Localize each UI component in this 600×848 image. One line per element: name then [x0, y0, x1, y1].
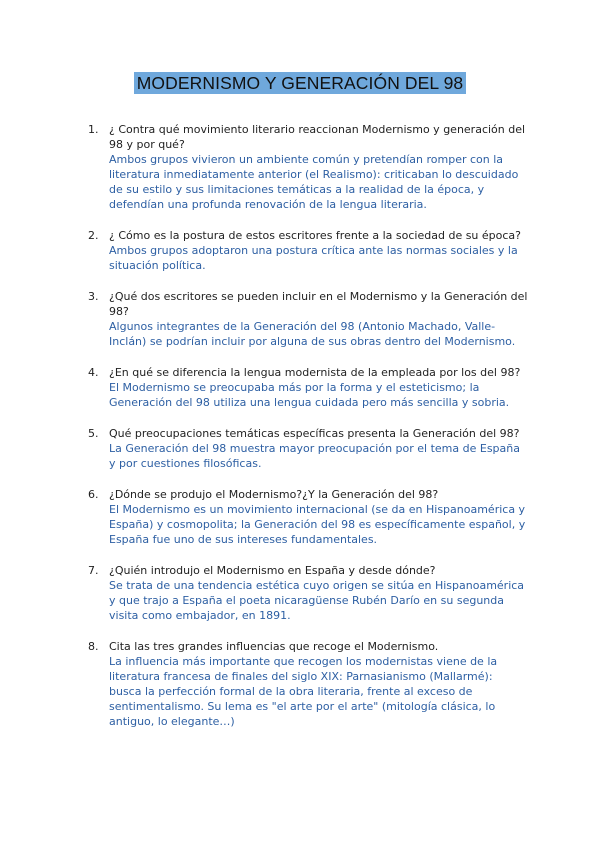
question-item	[88, 365, 528, 410]
question-item	[88, 289, 528, 349]
question-text: ¿Qué dos escritores se pueden incluir en el Modernismo y la Generación del 98?	[109, 290, 528, 318]
answer-text: Se trata de una tendencia estética cuyo origen se sitúa en Hispanoamérica y que trajo a España el poeta nicaragüense Rubén Darío en su segunda visita como embajador, en 1891.	[109, 579, 525, 622]
question-number: 8.	[88, 640, 99, 653]
answer-text: La influencia más importante que recogen los modernistas viene de la literatura francesa de finales del siglo XIX: Parnasianismo (Mallarmé): busca la perfección formal de la obra literaria, frente al exceso de sentimentalismo. Su lema es "el arte por el arte" (mitología clásica, lo antiguo, lo elegante…)	[109, 655, 498, 728]
question-item	[88, 426, 528, 471]
question-list	[88, 122, 528, 745]
question-text: ¿Dónde se produjo el Modernismo?¿Y la Generación del 98?	[109, 488, 439, 501]
question-item	[88, 563, 528, 623]
question-item	[88, 487, 528, 547]
question-number: 7.	[88, 564, 99, 577]
answer-text: El Modernismo se preocupaba más por la forma y el esteticismo; la Generación del 98 utiliza una lengua cuidada pero más sencilla y sobria.	[109, 381, 510, 409]
question-number: 3.	[88, 290, 99, 303]
title-wrapper	[0, 72, 600, 94]
question-number: 4.	[88, 366, 99, 379]
answer-text: Algunos integrantes de la Generación del 98 (Antonio Machado, Valle-Inclán) se podrían incluir por alguna de sus obras dentro del Modernismo.	[109, 320, 516, 348]
page-title: MODERNISMO Y GENERACIÓN DEL 98	[134, 72, 467, 94]
question-item	[88, 228, 528, 273]
answer-text: Ambos grupos vivieron un ambiente común y pretendían romper con la literatura inmediatamente anterior (el Realismo): criticaban lo descuidado de su estilo y sus limitaciones temáticas a la realidad de la época, y defendían una profunda renovación de la lengua literaria.	[109, 153, 519, 211]
question-number: 1.	[88, 123, 99, 136]
question-text: ¿En qué se diferencia la lengua modernista de la empleada por los del 98?	[109, 366, 521, 379]
question-item	[88, 639, 528, 729]
question-text: Cita las tres grandes influencias que recoge el Modernismo.	[109, 640, 439, 653]
question-item	[88, 122, 528, 212]
question-number: 5.	[88, 427, 99, 440]
question-number: 2.	[88, 229, 99, 242]
answer-text: Ambos grupos adoptaron una postura crítica ante las normas sociales y la situación política.	[109, 244, 518, 272]
question-text: ¿Quién introdujo el Modernismo en España y desde dónde?	[109, 564, 436, 577]
question-number: 6.	[88, 488, 99, 501]
question-text: ¿ Cómo es la postura de estos escritores frente a la sociedad de su época?	[109, 229, 522, 242]
question-text: ¿ Contra qué movimiento literario reaccionan Modernismo y generación del 98 y por qué?	[109, 123, 526, 151]
answer-text: La Generación del 98 muestra mayor preocupación por el tema de España y por cuestiones filosóficas.	[109, 442, 520, 470]
answer-text: El Modernismo es un movimiento internacional (se da en Hispanoamérica y España) y cosmopolita; la Generación del 98 es específicamente español, y España fue uno de sus intereses fundamentales.	[109, 503, 526, 546]
question-text: Qué preocupaciones temáticas específicas presenta la Generación del 98?	[109, 427, 520, 440]
